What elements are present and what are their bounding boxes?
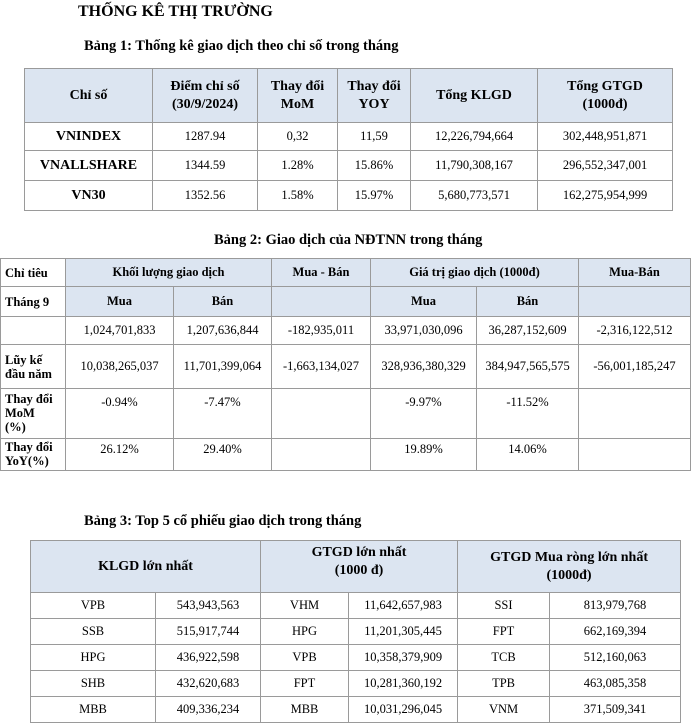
yoy-value: 15.86% [338,151,411,181]
stock-volume: 515,917,744 [156,619,261,645]
empty-cell [1,317,66,345]
table2-caption: Bảng 2: Giao dịch của NĐTNN trong tháng [214,232,483,248]
stock-ticker: HPG [261,619,349,645]
net-value: -56,001,185,247 [579,345,691,389]
index-name: VNALLSHARE [25,151,153,181]
empty-cell [579,439,691,471]
row-label-luyke: Lũy kế đầu năm [1,345,66,389]
total-value: 162,275,954,999 [538,181,673,211]
table-row [1,317,691,345]
buy-volume-yoy: 26.12% [66,439,174,471]
row-label-mom: Thay đổi MoM (%) [1,389,66,439]
sell-value-mom: -11.52% [477,389,579,439]
header-mom: Thay đổi MoM [258,69,338,123]
sell-volume-yoy: 29.40% [174,439,272,471]
stock-ticker: VNM [458,697,550,723]
stock-net-buy: 813,979,768 [550,593,681,619]
empty-cell [272,287,371,317]
header-top-volume: KLGD lớn nhất [31,541,261,593]
mom-value: 1.28% [258,151,338,181]
stock-value: 10,031,296,045 [349,697,458,723]
table-row [31,671,681,697]
total-volume: 12,226,794,664 [411,123,538,151]
sell-volume-mom: -7.47% [174,389,272,439]
stock-value: 11,642,657,983 [349,593,458,619]
stock-net-buy: 662,169,394 [550,619,681,645]
sell-value: 384,947,565,575 [477,345,579,389]
buy-volume: 1,024,701,833 [66,317,174,345]
table-row [31,593,681,619]
index-name: VNINDEX [25,123,153,151]
sell-volume: 1,207,636,844 [174,317,272,345]
net-value: -2,316,122,512 [579,317,691,345]
buy-value-mom: -9.97% [371,389,477,439]
yoy-value: 15.97% [338,181,411,211]
yoy-value: 11,59 [338,123,411,151]
stock-ticker: TCB [458,645,550,671]
buy-volume-mom: -0.94% [66,389,174,439]
stock-ticker: SHB [31,671,156,697]
header-total-volume: Tổng KLGD [411,69,538,123]
total-value: 302,448,951,871 [538,123,673,151]
table3-header-row [31,541,681,593]
stock-ticker: MBB [261,697,349,723]
header-yoy: Thay đổi YOY [338,69,411,123]
header-top-value: GTGD lớn nhất (1000 đ) [261,541,458,593]
page-heading: THỐNG KÊ THỊ TRƯỜNG [78,3,273,20]
table-row [25,123,673,151]
empty-cell [579,287,691,317]
table-row [31,645,681,671]
header-index-point: Điểm chỉ số (30/9/2024) [153,69,258,123]
table-row [1,389,691,439]
stock-net-buy: 371,509,341 [550,697,681,723]
table-row [1,439,691,471]
stock-net-buy: 463,085,358 [550,671,681,697]
stock-volume: 409,336,234 [156,697,261,723]
stock-value: 10,358,379,909 [349,645,458,671]
stock-net-buy: 512,160,063 [550,645,681,671]
header-buy-volume: Mua [66,287,174,317]
header-month: Tháng 9 [1,287,66,317]
buy-value-yoy: 19.89% [371,439,477,471]
stock-ticker: HPG [31,645,156,671]
mom-value: 1.58% [258,181,338,211]
empty-cell [579,389,691,439]
header-net-volume: Mua - Bán [272,259,371,287]
index-point: 1287.94 [153,123,258,151]
index-stats-table [24,68,673,211]
empty-cell [272,439,371,471]
stock-ticker: TPB [458,671,550,697]
header-volume: Khối lượng giao dịch [66,259,272,287]
stock-value: 11,201,305,445 [349,619,458,645]
foreign-investor-table [0,258,691,471]
empty-cell [272,389,371,439]
stock-volume: 436,922,598 [156,645,261,671]
table1-header-row [25,69,673,123]
header-top-net-buy: GTGD Mua ròng lớn nhất (1000đ) [458,541,681,593]
header-chitieu: Chỉ tiêu [1,259,66,287]
buy-value: 328,936,380,329 [371,345,477,389]
total-volume: 5,680,773,571 [411,181,538,211]
sell-value-yoy: 14.06% [477,439,579,471]
table-row [25,181,673,211]
header-index: Chỉ số [25,69,153,123]
mom-value: 0,32 [258,123,338,151]
index-name: VN30 [25,181,153,211]
top5-stocks-table [30,540,681,723]
table-row [31,619,681,645]
index-point: 1344.59 [153,151,258,181]
row-label-yoy: Thay đổi YoY(%) [1,439,66,471]
net-volume: -1,663,134,027 [272,345,371,389]
stock-ticker: SSI [458,593,550,619]
stock-volume: 432,620,683 [156,671,261,697]
header-net-value: Mua-Bán [579,259,691,287]
total-volume: 11,790,308,167 [411,151,538,181]
stock-ticker: FPT [261,671,349,697]
stock-ticker: MBB [31,697,156,723]
stock-ticker: VPB [261,645,349,671]
header-sell-value: Bán [477,287,579,317]
buy-volume: 10,038,265,037 [66,345,174,389]
sell-volume: 11,701,399,064 [174,345,272,389]
table2-subheader-row [1,287,691,317]
header-total-value: Tổng GTGD (1000đ) [538,69,673,123]
stock-volume: 543,943,563 [156,593,261,619]
header-buy-value: Mua [371,287,477,317]
table-row [1,345,691,389]
table-row [25,151,673,181]
table3-caption: Bảng 3: Top 5 cổ phiếu giao dịch trong tháng [84,513,362,529]
buy-value: 33,971,030,096 [371,317,477,345]
stock-ticker: FPT [458,619,550,645]
table2-header-row [1,259,691,287]
stock-ticker: VPB [31,593,156,619]
stock-value: 10,281,360,192 [349,671,458,697]
net-volume: -182,935,011 [272,317,371,345]
table-row [31,697,681,723]
index-point: 1352.56 [153,181,258,211]
stock-ticker: VHM [261,593,349,619]
total-value: 296,552,347,001 [538,151,673,181]
header-value: Giá trị giao dịch (1000đ) [371,259,579,287]
sell-value: 36,287,152,609 [477,317,579,345]
table1-caption: Bảng 1: Thống kê giao dịch theo chỉ số trong tháng [84,38,399,54]
header-sell-volume: Bán [174,287,272,317]
stock-ticker: SSB [31,619,156,645]
